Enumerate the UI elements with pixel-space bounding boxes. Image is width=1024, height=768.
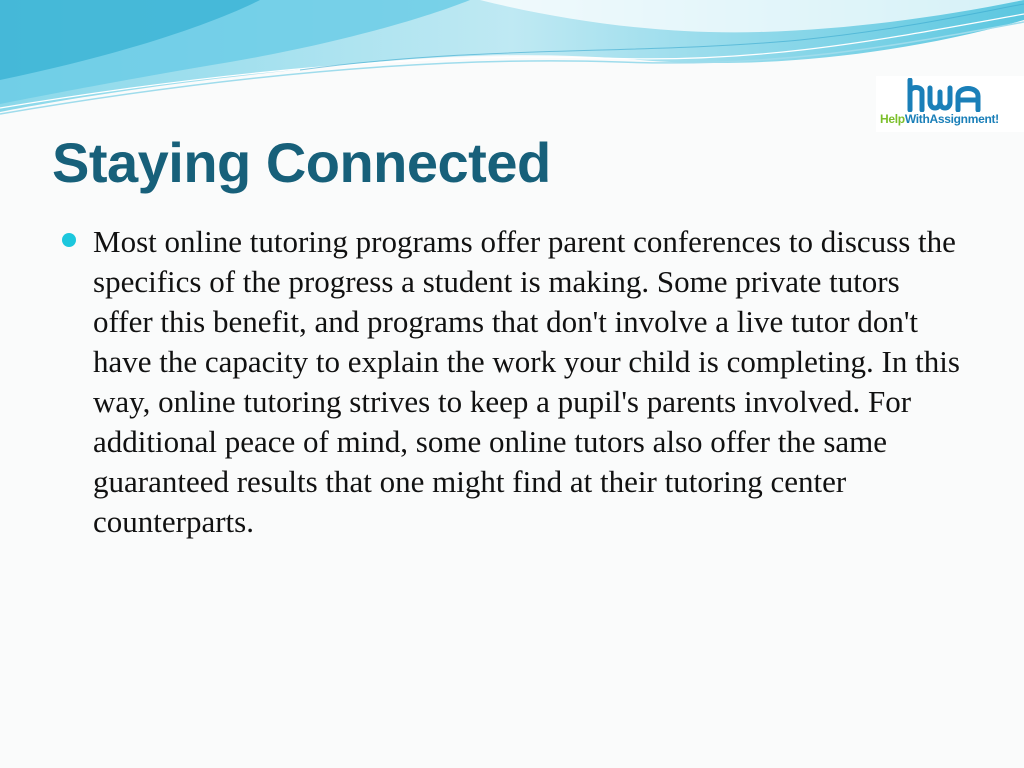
header-wave-decoration [0, 0, 1024, 120]
logo-text [880, 112, 1024, 126]
hwa-logo-icon [906, 78, 988, 112]
bullet-dot-icon [62, 233, 76, 247]
bullet-list [62, 222, 962, 542]
bullet-item [62, 222, 962, 542]
slide-title: Staying Connected [52, 131, 551, 194]
logo [876, 76, 1024, 132]
bullet-text: Most online tutoring programs offer parent conferences to discuss the specifics of the progress a student is making. Some private tutors offer this benefit, and programs that don't involve a live tutor don't have the capacity to explain the work your child is completing. In this way, online tutoring strives to keep a pupil's parents involved. For additional peace of mind, some online tutors also offer the same guaranteed results that one might find at their tutoring center counterparts. [93, 224, 960, 539]
logo-text-help: Help [880, 112, 905, 126]
logo-text-rest: WithAssignment! [904, 112, 999, 126]
